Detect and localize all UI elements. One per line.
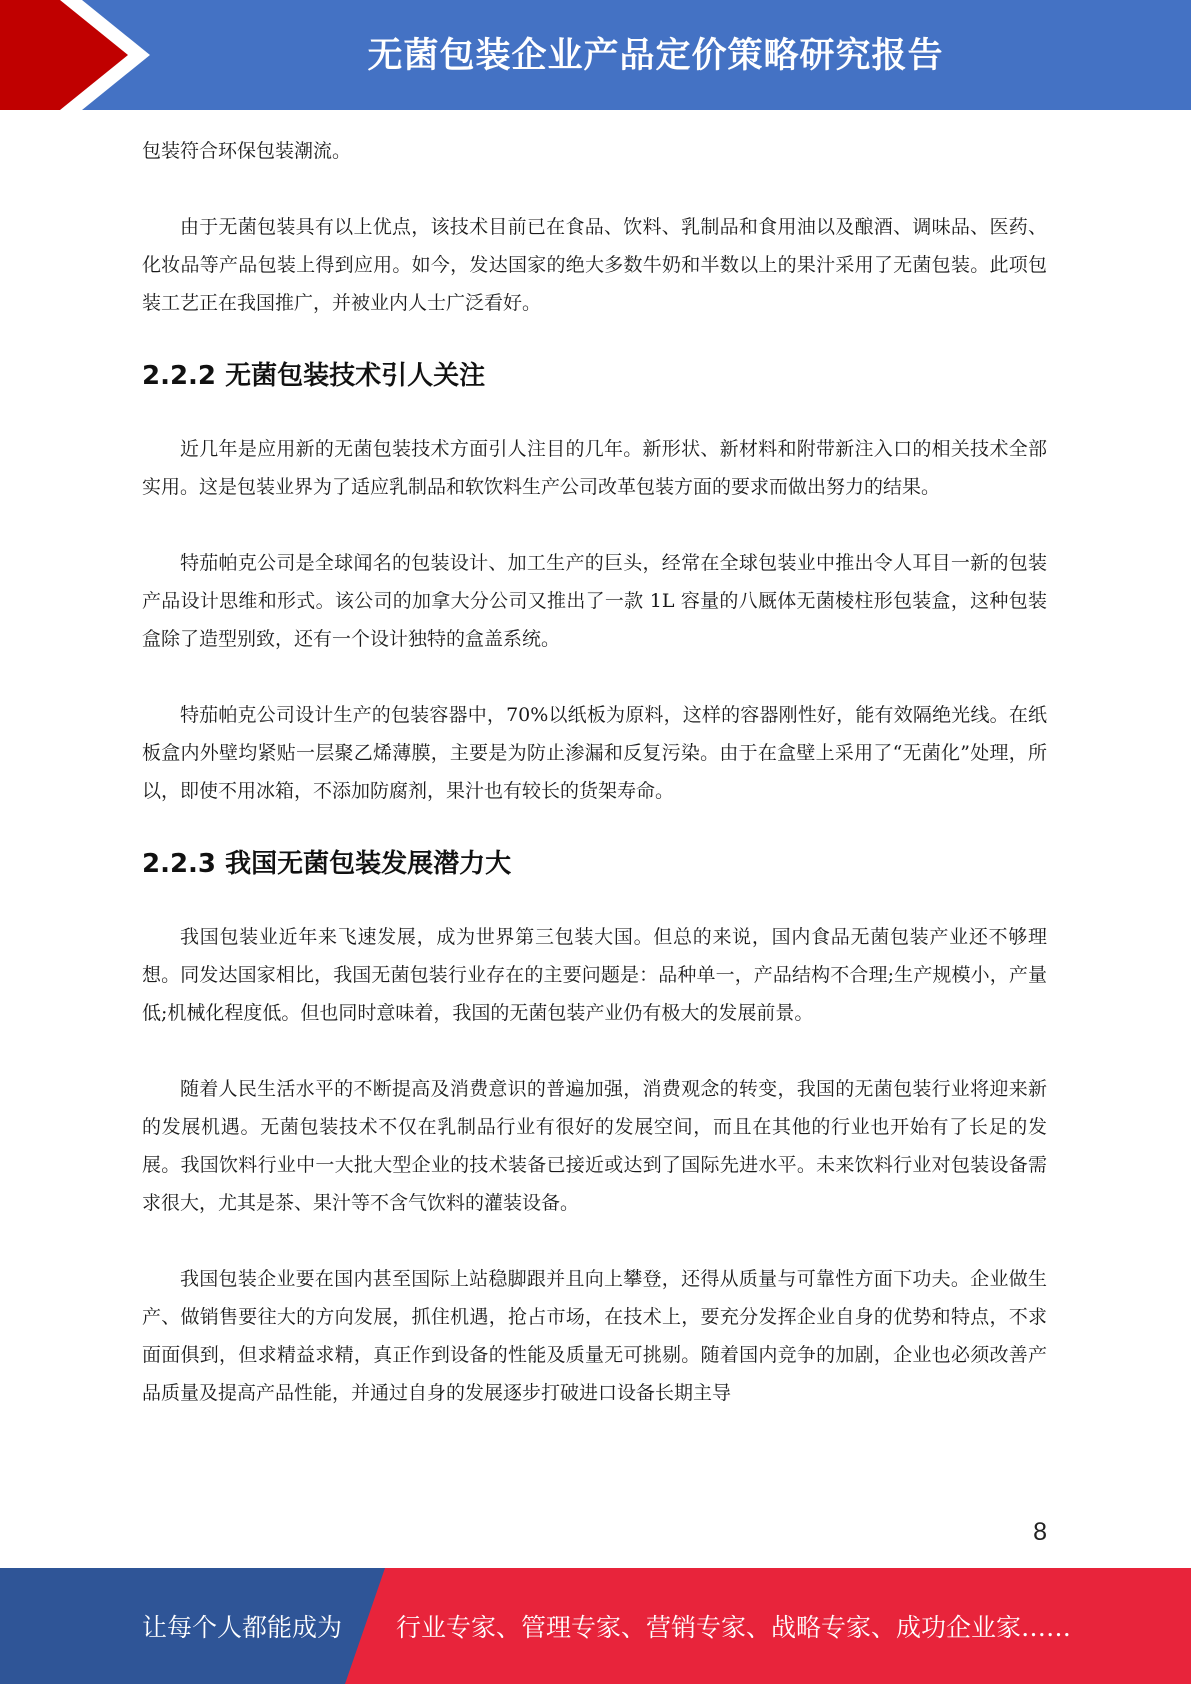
page-header bbox=[0, 0, 1191, 110]
document-body bbox=[142, 132, 1047, 1412]
footer-slogan-left: 让每个人都能成为 bbox=[142, 1613, 343, 1642]
report-title: 无菌包装企业产品定价策略研究报告 bbox=[367, 36, 944, 76]
paragraph: 特茄帕克公司设计生产的包装容器中，70%以纸板为原料，这样的容器刚性好，能有效隔绝光线。在纸板盒内外壁均紧贴一层聚乙烯薄膜，主要是为防止渗漏和反复污染。由于在盒壁上采用了“无菌化”处理，所以，即使不用冰箱，不添加防腐剂，果汁也有较长的货架寿命。 bbox=[142, 704, 1047, 802]
paragraph: 近几年是应用新的无菌包装技术方面引人注目的几年。新形状、新材料和附带新注入口的相关技术全部实用。这是包装业界为了适应乳制品和软饮料生产公司改革包装方面的要求而做出努力的结果。 bbox=[142, 438, 1047, 498]
paragraph: 我国包装企业要在国内甚至国际上站稳脚跟并且向上攀登，还得从质量与可靠性方面下功夫。企业做生产、做销售要往大的方向发展，抓住机遇，抢占市场，在技术上，要充分发挥企业自身的优势和特点，不求面面俱到，但求精益求精，真正作到设备的性能及质量无可挑剔。随着国内竞争的加剧，企业也必须改善产品质量及提高产品性能，并通过自身的发展逐步打破进口设备长期主导 bbox=[142, 1268, 1047, 1404]
paragraph: 我国包装业近年来飞速发展，成为世界第三包装大国。但总的来说，国内食品无菌包装产业还不够理想。同发达国家相比，我国无菌包装行业存在的主要问题是：品种单一，产品结构不合理;生产规模小，产量低;机械化程度低。但也同时意味着，我国的无菌包装产业仍有极大的发展前景。 bbox=[142, 926, 1047, 1024]
footer-slogan-right: 行业专家、管理专家、营销专家、战略专家、成功企业家…… bbox=[396, 1613, 1072, 1642]
page-number: 8 bbox=[1033, 1518, 1047, 1546]
paragraph: 包装符合环保包装潮流。 bbox=[142, 140, 352, 162]
page-footer bbox=[0, 1568, 1191, 1684]
paragraph: 随着人民生活水平的不断提高及消费意识的普遍加强，消费观念的转变，我国的无菌包装行业将迎来新的发展机遇。无菌包装技术不仅在乳制品行业有很好的发展空间，而且在其他的行业也开始有了长足的发展。我国饮料行业中一大批大型企业的技术装备已接近或达到了国际先进水平。未来饮料行业对包装设备需求很大，尤其是茶、果汁等不含气饮料的灌装设备。 bbox=[142, 1078, 1047, 1214]
paragraph: 由于无菌包装具有以上优点，该技术目前已在食品、饮料、乳制品和食用油以及酿酒、调味品、医药、化妆品等产品包装上得到应用。如今，发达国家的绝大多数牛奶和半数以上的果汁采用了无菌包装。此项包装工艺正在我国推广，并被业内人士广泛看好。 bbox=[142, 216, 1047, 314]
paragraph: 特茄帕克公司是全球闻名的包装设计、加工生产的巨头，经常在全球包装业中推出令人耳目一新的包装产品设计思维和形式。该公司的加拿大分公司又推出了一款 1L 容量的八厩体无菌棱柱形包装盒，这种包装盒除了造型别致，还有一个设计独特的盒盖系统。 bbox=[142, 552, 1047, 650]
section-heading: 2.2.3 我国无菌包装发展潜力大 bbox=[142, 849, 512, 879]
section-heading: 2.2.2 无菌包装技术引人关注 bbox=[142, 361, 486, 391]
